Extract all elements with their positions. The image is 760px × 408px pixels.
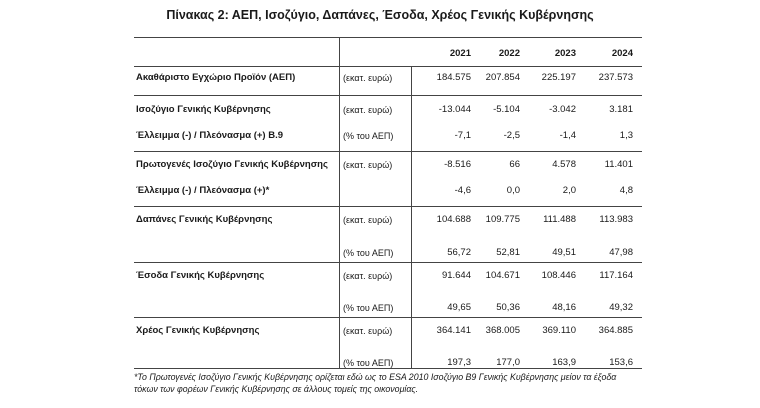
column-divider [411, 66, 412, 368]
table-cell-value: 47,98 [609, 247, 633, 258]
table-cell-value: 108.446 [541, 270, 576, 281]
table-cell-value: 11.401 [604, 159, 633, 170]
table-cell-value: 66 [509, 159, 520, 170]
table-cell-value: 2,0 [562, 185, 576, 196]
table-cell-value: 225.197 [541, 72, 576, 83]
table-cell-value: -5.104 [493, 104, 520, 115]
table-cell-value: 197,3 [447, 357, 471, 368]
table-cell-value: 237.573 [598, 72, 633, 83]
table-rule [134, 206, 642, 207]
row-label: Πρωτογενές Ισοζύγιο Γενικής Κυβέρνησης [136, 159, 328, 170]
table-cell-value: 48,16 [552, 302, 576, 313]
table-cell-value: -3.042 [549, 104, 576, 115]
table-cell-value: -2,5 [503, 130, 520, 141]
table-cell-value: 4,8 [619, 185, 633, 196]
table-cell-value: 364.885 [598, 325, 633, 336]
column-header-year: 2021 [449, 48, 471, 59]
row-unit: (εκατ. ευρώ) [343, 160, 393, 170]
table-rule [134, 262, 642, 263]
column-header-year: 2024 [611, 48, 633, 59]
row-unit: (% του ΑΕΠ) [343, 131, 394, 141]
row-label: Ισοζύγιο Γενικής Κυβέρνησης [136, 104, 271, 115]
row-unit: (εκατ. ευρώ) [343, 215, 393, 225]
table-cell-value: 1,3 [619, 130, 633, 141]
table-cell-value: 369.110 [542, 325, 576, 336]
row-unit: (εκατ. ευρώ) [343, 326, 393, 336]
table-cell-value: 163,9 [552, 357, 576, 368]
row-label: Έλλειμμα (-) / Πλεόνασμα (+)* [136, 185, 270, 196]
table-rule [134, 317, 642, 318]
table-cell-value: -8.516 [444, 159, 471, 170]
table-cell-value: 49,51 [552, 247, 576, 258]
table-cell-value: 368.005 [485, 325, 520, 336]
row-unit: (εκατ. ευρώ) [343, 271, 393, 281]
table-cell-value: 364.141 [436, 325, 471, 336]
table-rule [134, 95, 642, 96]
row-unit: (% του ΑΕΠ) [343, 358, 394, 368]
page-title: Πίνακας 2: ΑΕΠ, Ισοζύγιο, Δαπάνες, Έσοδα, Χρέος Γενικής Κυβέρνησης [166, 8, 594, 22]
table-cell-value: -4,6 [454, 185, 471, 196]
table-rule [134, 37, 642, 38]
table-cell-value: 104.688 [436, 214, 471, 225]
table-cell-value: 117.164 [599, 270, 633, 281]
table-cell-value: -13.044 [438, 104, 471, 115]
footnote: *Το Πρωτογενές Ισοζύγιο Γενικής Κυβέρνησης ορίζεται εδώ ως το ESA 2010 Ισοζύγιο Β9 Γενικής Κυβέρνησης μείον τα έξοδα τόκων των φορέων Γενικής Κυβέρνησης σε άλλους τομείς της οικονομίας. [134, 372, 617, 394]
table-cell-value: 56,72 [447, 247, 471, 258]
table-cell-value: 52,81 [496, 247, 520, 258]
row-unit: (% του ΑΕΠ) [343, 303, 394, 313]
table-cell-value: 3.181 [609, 104, 633, 115]
row-label: Χρέος Γενικής Κυβέρνησης [136, 325, 260, 336]
table-cell-value: 4.578 [552, 159, 576, 170]
table-cell-value: 113.983 [599, 214, 633, 225]
table-cell-value: 111.488 [543, 214, 576, 225]
data-table [134, 37, 642, 368]
row-label: Έσοδα Γενικής Κυβέρνησης [136, 270, 265, 281]
table-cell-value: 104.671 [485, 270, 520, 281]
table-cell-value: 184.575 [436, 72, 471, 83]
row-unit: (εκατ. ευρώ) [343, 105, 393, 115]
table-cell-value: -1,4 [559, 130, 576, 141]
table-cell-value: 91.644 [441, 270, 471, 281]
row-unit: (εκατ. ευρώ) [343, 73, 393, 83]
row-unit: (% του ΑΕΠ) [343, 248, 394, 258]
table-cell-value: 49,65 [447, 302, 471, 313]
table-cell-value: 49,32 [609, 302, 633, 313]
table-cell-value: 0,0 [506, 185, 520, 196]
column-header-year: 2022 [498, 48, 520, 59]
table-cell-value: -7,1 [454, 130, 471, 141]
table-cell-value: 177,0 [496, 357, 520, 368]
table-cell-value: 207.854 [485, 72, 520, 83]
row-label: Δαπάνες Γενικής Κυβέρνησης [136, 214, 273, 225]
column-header-year: 2023 [554, 48, 576, 59]
row-label: Ακαθάριστο Εγχώριο Προϊόν (ΑΕΠ) [136, 72, 296, 83]
table-rule [134, 151, 642, 152]
table-rule [134, 66, 642, 67]
column-divider [339, 37, 340, 368]
row-label: Έλλειμμα (-) / Πλεόνασμα (+) B.9 [136, 130, 283, 141]
table-cell-value: 50,36 [496, 302, 520, 313]
table-cell-value: 109.775 [485, 214, 520, 225]
table-cell-value: 153,6 [609, 357, 633, 368]
